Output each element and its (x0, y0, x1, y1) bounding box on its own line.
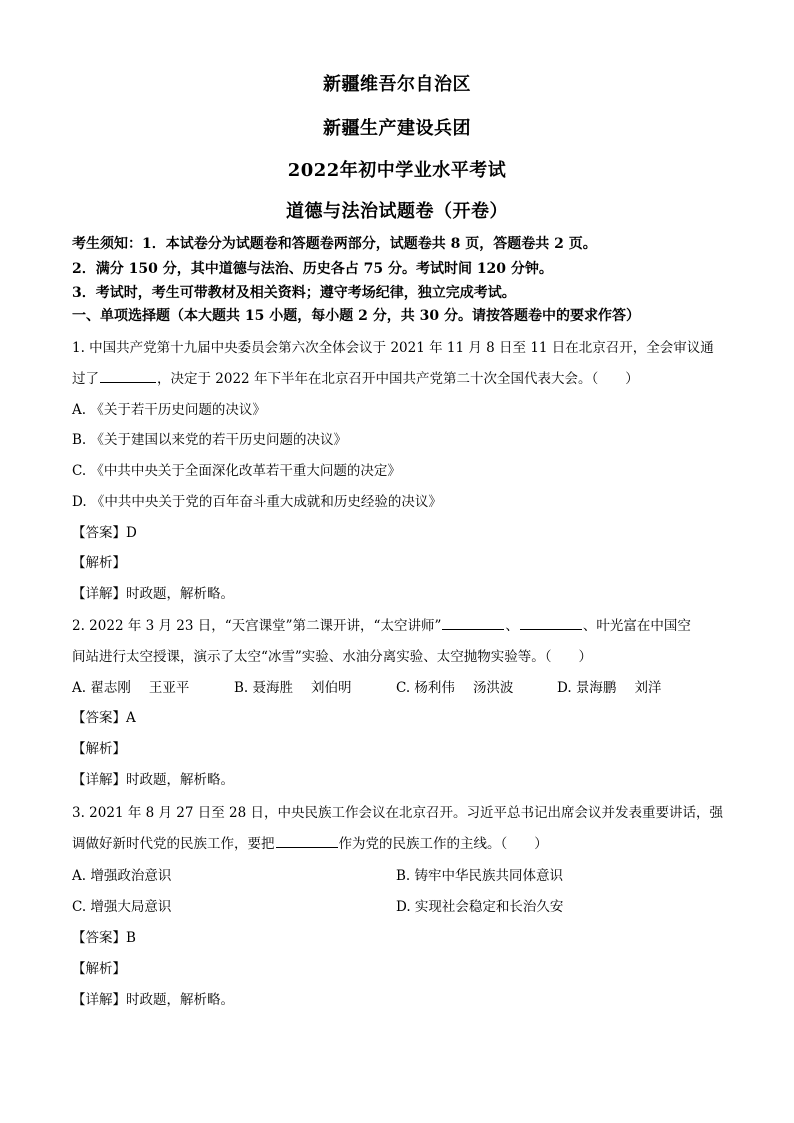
q2-blank-2 (520, 617, 582, 630)
q2-option-b-2: 刘伯明 (311, 680, 352, 696)
q3-stem-line1: 3. 2021 年 8 月 27 日至 28 日，中央民族工作会议在北京召开。习近平总书记出席会议并发表重要讲话，强 (72, 805, 724, 821)
q1-option-b: B. 《关于建国以来党的若干历史问题的决议》 (72, 432, 348, 448)
q1-detail (72, 582, 234, 602)
q2-option-c-1: C. 杨利伟 (396, 680, 455, 696)
q2-option-c (396, 676, 513, 696)
q1-stem-line2 (72, 367, 639, 387)
section-heading: 一、单项选择题（本大题共 15 小题，每小题 2 分，共 30 分。请按答题卷中的要求作答） (72, 308, 640, 324)
answer-label: 【答案】 (72, 710, 126, 726)
q2-stem-part-a: 2. 2022 年 3 月 23 日，“天宫课堂”第二课开讲，“太空讲师” (72, 618, 442, 634)
q1-option-a: A. 《关于若干历史问题的决议》 (72, 402, 266, 418)
title-corps: 新疆生产建设兵团 (323, 118, 471, 139)
q2-option-a-1: A. 翟志刚 (72, 680, 131, 696)
q2-stem-sep: 、 (505, 618, 519, 634)
title-subject: 道德与法治试题卷（开卷） (286, 201, 508, 222)
q1-answer (72, 521, 137, 541)
q3-option-a: A. 增强政治意识 (72, 868, 172, 884)
q2-option-d-1: D. 景海鹏 (557, 680, 617, 696)
q1-blank (100, 370, 156, 383)
q2-option-d (557, 676, 661, 696)
answer-label: 【答案】 (72, 930, 126, 946)
q1-stem-line1: 1. 中国共产党第十九届中央委员会第六次全体会议于 2021 年 11 月 8 日至 11 日在北京召开，全会审议通 (72, 340, 714, 356)
q3-stem-line2 (72, 832, 548, 852)
q3-option-d: D. 实现社会稳定和长治久安 (396, 899, 564, 915)
q3-option-b: B. 铸牢中华民族共同体意识 (396, 868, 564, 884)
q3-answer (72, 926, 136, 946)
q2-detail (72, 768, 234, 788)
q1-option-d: D. 《中共中央关于党的百年奋斗重大成就和历史经验的决议》 (72, 494, 442, 510)
detail-label: 【详解】 (72, 772, 126, 788)
q2-option-d-2: 刘洋 (634, 680, 662, 696)
q2-answer-value: A (126, 710, 136, 726)
q2-option-a-2: 王亚平 (148, 680, 190, 696)
q2-answer (72, 706, 136, 726)
q2-stem-line1 (72, 614, 691, 634)
q1-option-c: C. 《中共中央关于全面深化改革若干重大问题的决定》 (72, 463, 401, 479)
q2-blank-1 (442, 617, 504, 630)
q2-option-a (72, 676, 189, 696)
q2-option-b (234, 676, 352, 696)
q3-blank (276, 835, 338, 848)
detail-text: 时政题，解析略。 (126, 586, 234, 602)
q3-analysis: 【解析】 (72, 961, 126, 977)
notice-1: 考生须知：1．本试卷分为试题卷和答题卷两部分，试题卷共 8 页，答题卷共 2 页。 (72, 236, 597, 252)
q1-stem-part-b: ，决定于 2022 年下半年在北京召开中国共产党第二十次全国代表大会。（ ） (157, 371, 639, 387)
detail-label: 【详解】 (72, 586, 126, 602)
q3-stem-part-a: 调做好新时代党的民族工作，要把 (72, 836, 275, 852)
title-exam: 2022年初中学业水平考试 (287, 160, 507, 181)
detail-text: 时政题，解析略。 (126, 992, 234, 1008)
title-region: 新疆维吾尔自治区 (323, 74, 471, 95)
detail-label: 【详解】 (72, 992, 126, 1008)
q3-option-c: C. 增强大局意识 (72, 899, 172, 915)
q1-answer-value: D (126, 525, 137, 541)
q3-answer-value: B (126, 930, 136, 946)
q3-stem-part-b: 作为党的民族工作的主线。（ ） (338, 836, 548, 852)
detail-text: 时政题，解析略。 (126, 772, 234, 788)
notice-3: 3．考试时，考生可带教材及相关资料；遵守考场纪律，独立完成考试。 (72, 285, 516, 301)
q2-option-c-2: 汤洪波 (472, 680, 514, 696)
q1-analysis: 【解析】 (72, 555, 126, 571)
answer-label: 【答案】 (72, 525, 126, 541)
q2-stem-part-c: 、叶光富在中国空 (582, 618, 691, 634)
q2-analysis: 【解析】 (72, 741, 126, 757)
q3-detail (72, 988, 234, 1008)
q2-stem-line2: 间站进行太空授课，演示了太空“冰雪”实验、水油分离实验、太空抛物实验等。（ ） (72, 649, 593, 665)
notice-2: 2．满分 150 分，其中道德与法治、历史各占 75 分。考试时间 120 分钟。 (72, 261, 553, 277)
q2-option-b-1: B. 聂海胜 (234, 680, 294, 696)
q1-stem-part-a: 过了 (72, 371, 99, 387)
